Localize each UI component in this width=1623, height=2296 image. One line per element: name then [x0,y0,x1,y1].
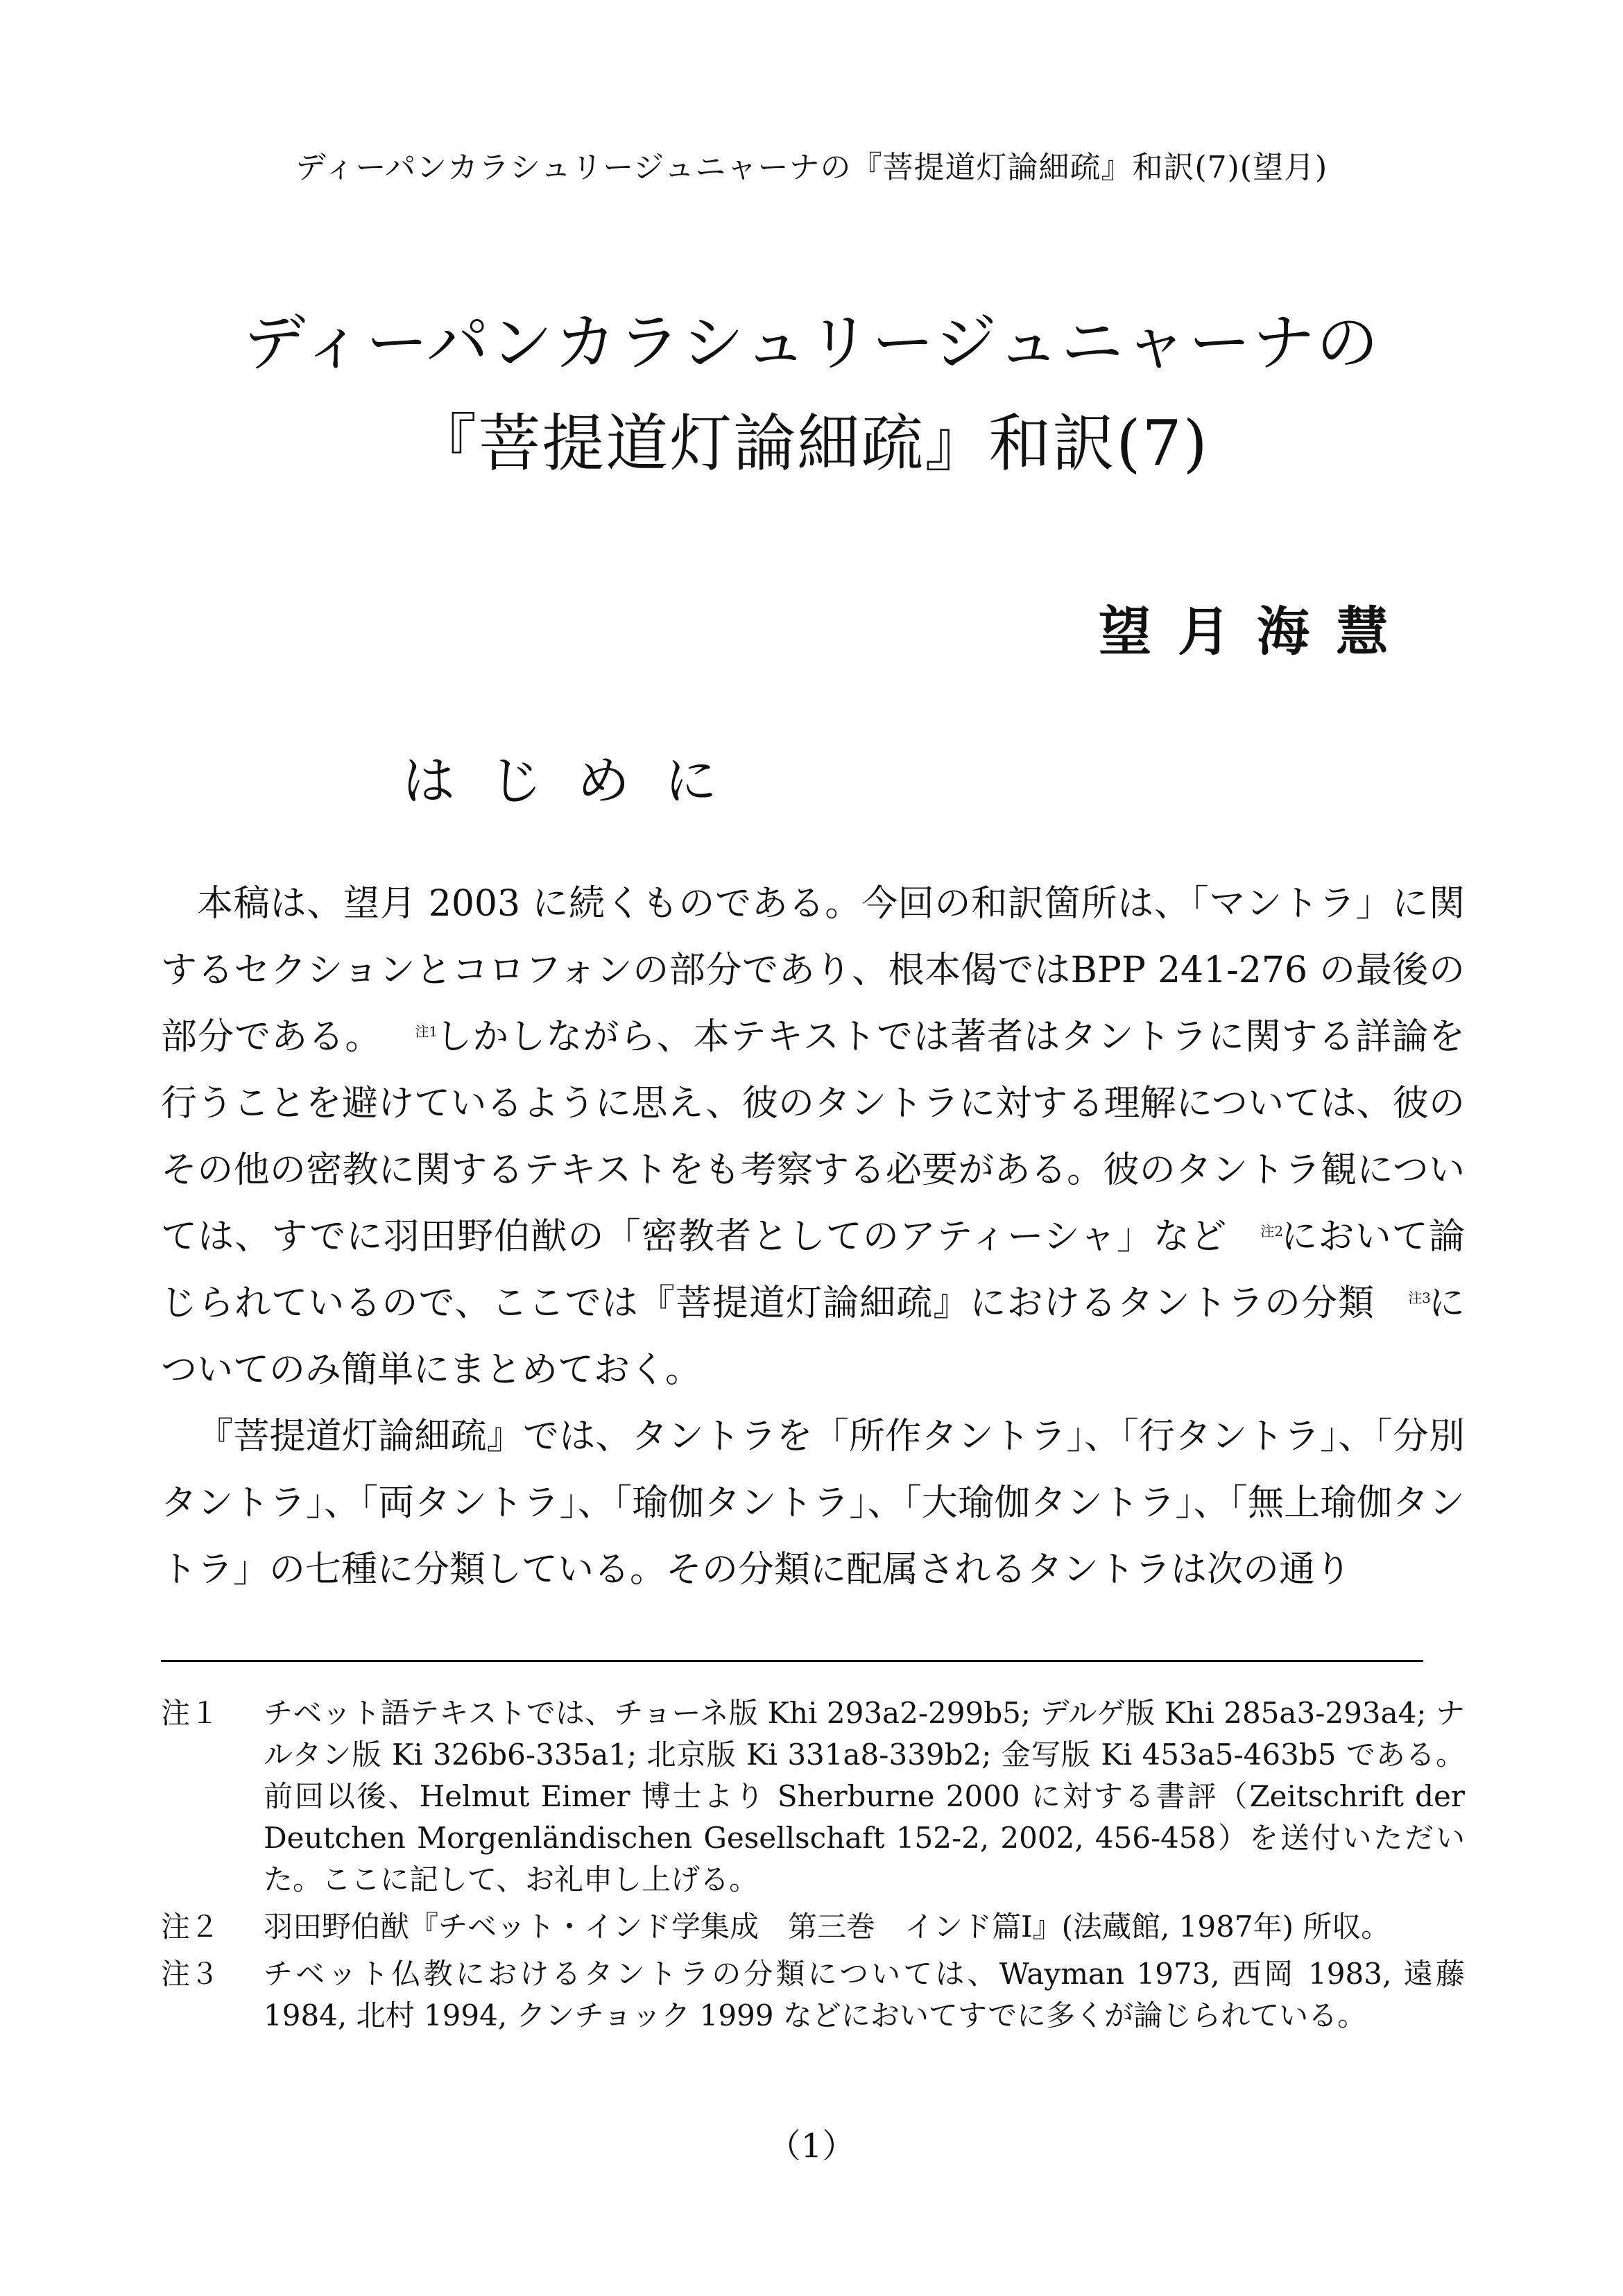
footnote-2 [161,1906,1465,1948]
running-header: ディーパンカラシュリージュニャーナの『菩提道灯論細疏』和訳(7)(望月) [295,150,1328,185]
footnote-1 [161,1693,1465,1901]
footnote-label: 注３ [161,1957,220,1991]
page-number: （1） [767,2127,856,2166]
p1-part-3: において論じられているので、ここでは『菩提道灯論細疏』におけるタントラの分類 [161,1216,1465,1324]
title-line-2: 『菩提道灯論細疏』和訳(7) [414,407,1209,480]
p1-part-1: 本稿は、望月 2003 に続くものである。今回の和訳箇所は、「マントラ」に関するセクションとコロフォンの部分であり、根本偈ではBPP 241-276 の最後の部分である。 [161,883,1465,1058]
note-ref-1[interactable]: 注1 [415,1022,438,1040]
footnote-rule [161,1660,1423,1662]
footnote-3 [161,1953,1465,2037]
note-ref-3[interactable]: 注3 [1408,1289,1431,1306]
footnote-label: 注２ [161,1910,220,1944]
author-name: 望月海慧 [1099,601,1415,662]
body-text [161,871,1465,1603]
section-heading: はじめに [402,750,752,812]
body-paragraph-2: 『菩提道灯論細疏』では、タントラを「所作タントラ」、「行タントラ」、「分別タントラ」、「両タントラ」、「瑜伽タントラ」、「大瑜伽タントラ」、「無上瑜伽タントラ」の七種に分類している。その分類に配属されるタントラは次の通り [161,1416,1465,1591]
footnote-text: 羽田野伯猷『チベット・インド学集成 第三巻 インド篇Ⅰ』(法蔵館, 1987年) 所収。 [264,1910,1391,1944]
footnote-label: 注１ [161,1696,220,1730]
footnote-text: チベット語テキストでは、チョーネ版 Khi 293a2-299b5; デルゲ版 Khi 285a3-293a4; ナルタン版 Ki 326b6-335a1; 北京版 Ki 331a8-339b2; 金写版 Ki 453a5-463b5 である。前回以後、Helmut Eimer 博士より Sherburne 2000 に対する書評（Zeitschrift der Deutchen Morgenländischen Gesellschaft 152-2, 2002, 456-458）を送付いただいた。ここに記して、お礼申し上げる。 [264,1696,1465,1896]
footnote-text: チベット仏教におけるタントラの分類については、Wayman 1973, 西岡 1983, 遠藤 1984, 北村 1994, クンチョック 1999 などにおいてすでに多くが論じられている。 [264,1957,1465,2032]
footnotes [161,1693,1465,2042]
body-paragraph-1 [161,871,1465,1403]
p1-part-4: についてのみ簡単にまとめておく。 [161,1283,1465,1391]
p1-part-2: しかしながら、本テキストでは著者はタントラに関する詳論を行うことを避けているように思え、彼のタントラに対する理解については、彼のその他の密教に関するテキストをも考察する必要がある。彼のタントラ観については、すでに羽田野伯猷の「密教者としてのアティーシャ」など [161,1016,1465,1258]
note-ref-2[interactable]: 注2 [1260,1222,1284,1240]
title-line-1: ディーパンカラシュリージュニャーナの [243,307,1380,379]
